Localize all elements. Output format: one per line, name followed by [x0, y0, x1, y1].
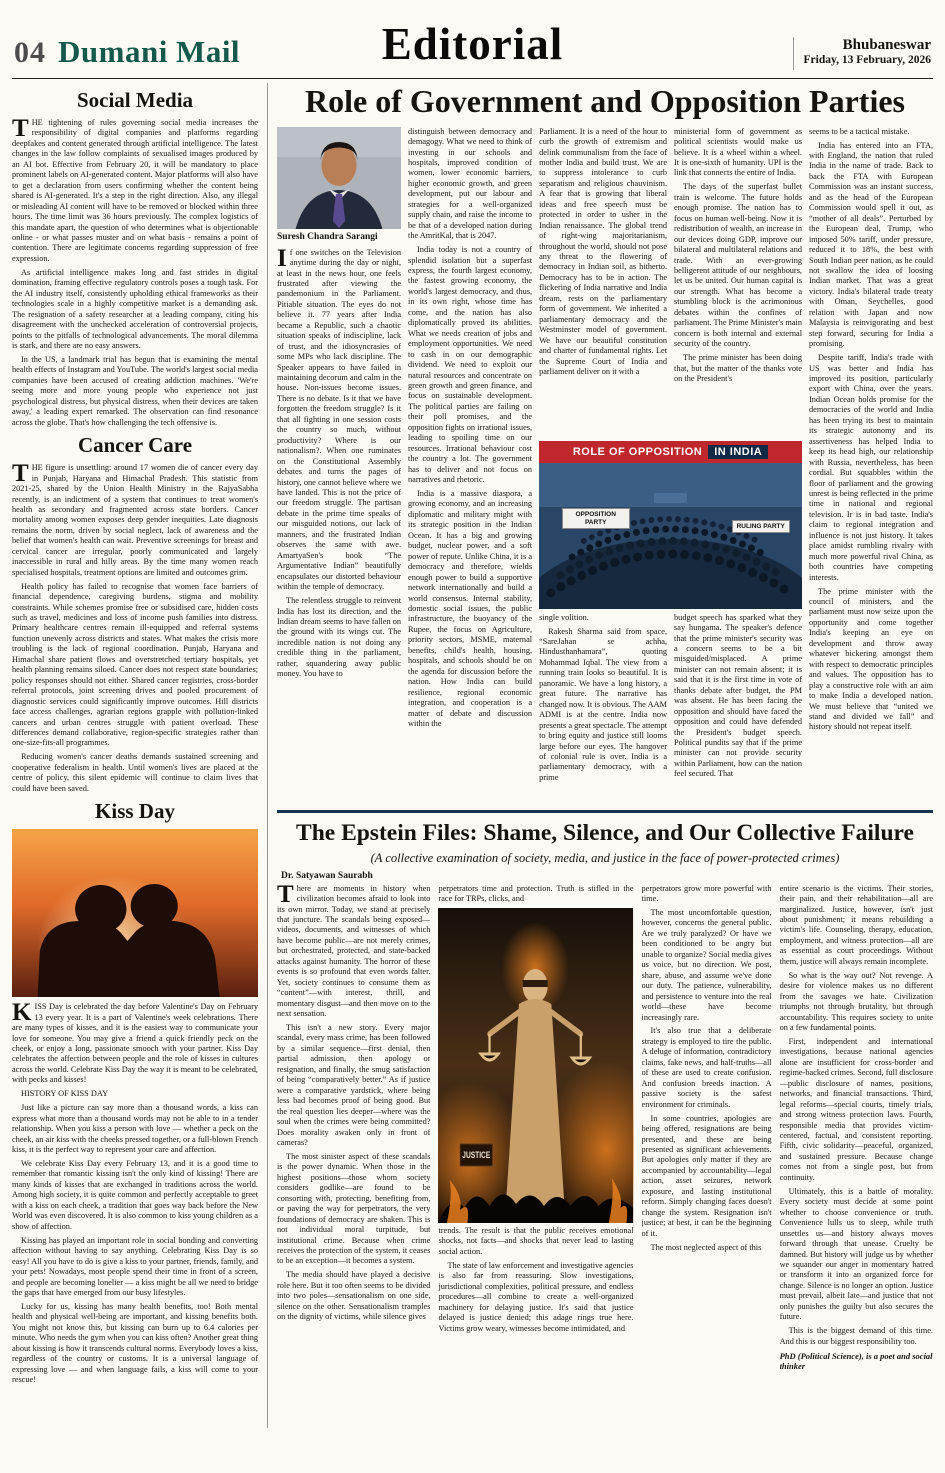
paragraph: THE tightening of rules governing social media increases the responsibility of digital companies and platforms regarding deepfakes and content generated through artificial intelligence. The latest changes in the law follow complaints of sexualised images produced by an AI bot. Effective from February 20, it will be mandatory to place prominent labels on AI-generated content. Major platforms will also have to get a declaration from users confirming whether the content being shared is AI-generated. It's a step in the right direction. Also, any illegal or misleading AI content will have to be removed or blocked within three hours. The time limit was 36 hours previously. The complex logistics of this mandate apart, the question of who determines what is objectionable online - or what passes muster and on what basis - remains a point of contention. There are legitimate concerns regarding suppression of free expression. [12, 115, 258, 263]
paragraph: The prime minister has been doing that, but the matter of the thanks vote on the President's [674, 353, 802, 384]
main-article-headline: Role of Government and Opposition Parties [305, 83, 905, 119]
main-article-columns [277, 127, 933, 803]
paragraph: This is the biggest demand of this time. And this is our biggest responsibility too. [779, 1326, 933, 1346]
paragraph: Reducing women's cancer deaths demands sustained screening and cooperative federalism in health. Until women's lives are placed at the centre of policy, this silent epidemic will continue to claim lives that could have been saved. [12, 752, 258, 793]
edition-city: Bhubaneswar [842, 37, 931, 53]
article-kiss-day [12, 799, 258, 1385]
paragraph: The media should have played a decisive role here. But it too often seems to be divided into two poles—sensationalism on one side, silence on the other. Sensationalism tramples on the dignity of victims, while silence gives [277, 1270, 431, 1322]
epstein-author: Dr. Satyawan Saurabh [281, 870, 373, 881]
photo-label-ruling [733, 521, 789, 532]
sunset-kiss-illustration [12, 829, 258, 997]
article-body [277, 244, 402, 680]
columns-below-image [539, 613, 802, 803]
epstein-col-3 [642, 884, 772, 1392]
author-credential-note: PhD (Political Science), is a poet and social thinker [779, 1350, 933, 1371]
paragraph: As artificial intelligence makes long and fast strides in digital domination, framing effective regulatory controls poses a tough task. For the AI industry itself, consistently upholding ethical frameworks as their technologies scale in a highly competitive market is a demanding ask. The resignation of a safety researcher at a leading company, citing his disagreement with the unchecked acceleration of controversial projects, points to the pitfalls of technological advancements. The moral dilemma is stark, and there are no easy answers. [12, 267, 258, 351]
paragraph: perpetrators grow more powerful with time. [641, 883, 772, 904]
paragraph: In some countries, apologies are being offered, resignations are being presented, and these are being presented as significant achievements. But apologies only matter if they are accompanied by accountability—legal action, asset seizures, network exposure, and lasting institutional reform. Simply changing faces doesn't change the system. Resignation isn't justice; at best, it can be the beginning of it. [641, 1113, 772, 1238]
paragraph: Rakesh Sharma said from space, “SareJahan se achha, Hindusthanhamara”, quoting Mohammad Iqbal. The view from a running train looks so beautiful. It is panoramic. We have a long history, a great future. The narrative has changed now. It is obvious. The AAM ADMI is at the centre. India now presents a great spectacle. The attempt to bring equity and justice still looms large before our eyes. The hangover of colonial rule is over. India is a parliamentary democracy, with a prime [539, 626, 668, 782]
columns-above-image [539, 127, 802, 437]
paragraph: perpetrators time and protection. Truth is stifled in the race for TRPs, clicks, and [438, 883, 634, 904]
article-body [780, 884, 933, 1347]
paragraph: budget speech has sparked what they say hungama. The speaker's defence that the prime minister's security was a concern seems to be a bit misguided/misplaced. A prime minister can not remain absent; it is said that it is the first time in vote of thanks debate after budget, the PM was absent. He has been facing the opposition and should have faced the opposition and could have defended the President's budget speech. Political pundits say that if the prime minister can not provide security within Parliament, how can the nation feel secured. That [674, 612, 802, 779]
paragraph: ministerial form of government as political scientists would make us believe. It is a wheel within a wheel. It is one-sixth of humanity. UPI is the link that connects the entire of India. [674, 126, 802, 178]
epstein-col-1 [277, 884, 430, 1392]
article-body [12, 460, 258, 794]
paragraph: single volition. [539, 612, 589, 622]
epstein-headline: The Epstein Files: Shame, Silence, and Our Collective Failure [296, 819, 914, 846]
main-column [268, 83, 933, 1428]
page-content [12, 83, 933, 1428]
main-col-5 [809, 127, 933, 803]
paragraph: So what is the way out? Not revenge. A desire for violence makes us no different from the savages we hate. Civilization triumphs not through brutality, but through accountability. This requires society to unite on a few fundamental points. [779, 970, 933, 1032]
paragraph: India is a massive diaspora, a growing economy, and an increasing diplomatic and military might with its strategic position in the Indian Ocean. It has a big and growing budget, nuclear power, and a soft power of repute. Unlike China, it is a democracy and therefore, wields enough power to build a supportive network internationally and build a world consensus. Internal stability, domestic social issues, the public infrastructure, the buoyancy of the Rupee, the focus on Agriculture, priority sectors, MSME, maternal benefits, child's health, housing, hospitals, and schools should be on the agenda for discussion before the nation. How India can build resilience, regional economic integration, and cooperation is a matter of debate and discussion within the [408, 489, 533, 728]
paragraph: Ultimately, this is a battle of morality. Every society must decide at some point whether to choose convenience or truth. Convenience lulls us to sleep, while truth unsettles us—and history always moves forward through that unease. Cruelty be damned. But history will judge us by whether we squander our anger in momentary hatred or transform it into an organized force for change. Silence is no longer an option. Justice must prevail, albeit late—and justice that not only punishes the guilty but also secures the future. [779, 1186, 933, 1322]
paragraph: Just like a picture can say more than a thousand words, a kiss can express what more than a thousand words may not be able to in a tender relationship. When you kiss a person with love — whether a peck on the cheek, an air kiss with the cheeks pressed together, or a full-blown French kiss, it is the perfect way to represent your care and affection. [12, 1103, 258, 1155]
photo-label-opposition [563, 509, 629, 528]
paragraph: The most sinister aspect of these scandals is the power dynamic. When those in the highest positions—those whom society considers godlike—are found to be consorting with, protecting, benefiting from, or paving the way for perpetrators, the very foundations of democracy are shaken. This is not individual moral turpitude, but institutional crime. Because when crime receives the protection of the system, it ceases to be an exception—it becomes a system. [277, 1151, 431, 1266]
paragraph: If one switches on the Television anytime during the day or night, at least in the news hour, one feels frustrated after viewing the pandemonium in the Parliament. Pitiable situation. The eyes do not believe it. 77 years after India became a Republic, such a chaotic situation speaks of indiscipline, lack of trust, and the idiosyncrasies of some MPs who lack discipline. The Speaker appears to have failed in maintaining decorum and calm in the house. Non-issues become issues. There is no debate. Is it that we have forgotten the freedom struggle? Is it that all fighting in one session costs the country so much, without productivity? Where is our nationalism?. When one ruminates on the Constitutional Assembly debates and turns the pages of history, one cannot believe where we have landed. This is not the price of our freedom struggle. The partisan debate in the prime time speaks of our misguided notions, our lack of manners, and the frustrated Indian observes the same with awe. AmartyaSen's book “The Argumentative Indian” beautifully encapsulates our distorted behaviour within the temple of democracy. [277, 244, 402, 592]
label-text: RULING PARTY [736, 522, 785, 530]
article-body [809, 127, 933, 733]
kiss-day-photo [12, 829, 258, 997]
paragraph: The state of law enforcement and investigative agencies is also far from reassuring. Slow investigations, jurisdictional complexities, political pressure, and endless procedures—all combine to create a well-organized machinery for delaying justice. It's said that justice delayed is justice denied; this adage rings true here. Victims grow weary, witnesses become intimidated, and [438, 1260, 634, 1333]
article-epstein [277, 818, 933, 1392]
paragraph: First, independent and international investigations, because national agencies alone are insufficient for cross-border and regime-backed crimes. Second, full disclosure—public disclosure of names, positions, networks, and financial transactions. Third, legal reforms—special courts, timely trials, and strong witness protection laws. Fourth, responsible media that provides victim-centered, factual, and consistent reporting. Fifth, civic solidarity—peaceful, organized, and sustained pressure. Because change comes not from a single post, but from continuity. [779, 1036, 933, 1182]
masthead-center [382, 18, 564, 70]
article-body [539, 127, 667, 437]
main-col-1 [277, 127, 401, 803]
opposition-parliament-photo [539, 441, 802, 609]
article-title: Kiss Day [95, 799, 175, 824]
article-cancer-care [12, 433, 258, 794]
paragraph: The most uncomfortable question, however, concerns the general public. Are we truly paralyzed? Or have we been conditioned to be angry but unable to organize? Social media gives us voice, but no direction. We post, share, abuse, and assume we've done our duty. The patience, vulnerability, and persistence to venture into the real world—these have become increasingly rare. [641, 908, 772, 1022]
paragraph: Despite tariff, India's trade with US was better and India has improved its position, particularly export with China, over the years. Indian Ocean holds promise for the democracies of the world and India has been trying its best to maintain its strategic autonomy and its assertiveness has helped India to keep its head high, our relationship with Russia, nevertheless, has been cordial. But squabbles within the floor of parliament and the growing unrest is being reflected in the prime time in national and regional television. Ir is in bad taste. India's claim to regional integration and influence is not just history. It takes place amidst rumbling rivalry with much more powerful rival China, as both countries have competing interests. [809, 353, 933, 582]
paragraph: trends. The result is that the public receives emotional shocks, not facts—and shocks that never lead to lasting social action. [438, 1226, 634, 1256]
article-title: Cancer Care [77, 433, 193, 458]
paragraph: entire scenario is the victims. Their stories, their pain, and their rehabilitation—all are marginalized. Justice, however, isn't just about punishment; it means rebuilding a victim's life. Counseling, therapy, education, employment, and witness protection—all are as essential as court proceedings. Without them, justice will always remain incomplete. [779, 883, 933, 966]
paragraph: distinguish between democracy and demagogy. What we need to think of investing in our schools and hospitals, improved condition of women, lower economic barriers, higher economic growth, and green development, put our labour and strategies for a well-organized supply chain, and raise the income to be that of a developed nation during the AmritKal, that is 2047. [408, 126, 533, 241]
label-text: OPPOSITION PARTY [575, 511, 616, 526]
paragraph: We celebrate Kiss Day every February 13, and it is a good time to remember that romantic kissing isn't the only kind of kissing! There are many kinds of kisses that are exchanged in traditions across the world. Among high society, it is quite common and perfectly acceptable to greet with a kiss on each cheek, a tradition that goes way back before the New World was even discovered. It is also common to kiss young children as a show of affection. [12, 1159, 258, 1231]
banner-text: ROLE OF OPPOSITION [572, 445, 703, 458]
author-photo [277, 127, 401, 229]
banner-text-highlight: IN INDIA [708, 445, 768, 459]
masthead-left [14, 34, 382, 70]
paragraph: Lucky for us, kissing has many health benefits, too! Both mental health and physical well-being are important, and kissing benefits both. You might not know this, but kissing can burn up to 6.4 calories per minute. Who needs the gym when you can kiss often? Another great thing about kissing is how it transcends cultural norms. Everybody loves a kiss, regardless of the country or customs. It is a universal language of expressing love — and when language fails, a kiss will come to your rescue! [12, 1301, 258, 1385]
article-title: Social Media [76, 88, 194, 112]
article-body [438, 884, 633, 905]
epstein-illustration [438, 908, 633, 1223]
paragraph: seems to be a tactical mistake. [809, 126, 910, 136]
article-body [674, 127, 802, 437]
paragraph: The relentless struggle to reinvent India has lost its direction, and the Indian dream seems to have fallen on the ground with its wings cut. The incredible nation is not doing any credible thing in the parliament, rather, squandering away public money. You have to [277, 596, 402, 679]
section-title: Editorial [381, 19, 564, 69]
epstein-subtitle: (A collective examination of society, media, and justice in the face of power-protected crimes) [370, 850, 840, 865]
author-name: Suresh Chandra Sarangi [277, 231, 378, 242]
paragraph: India has entered into an FTA, with England, the nation that ruled India in the name of trade. Back to back the FTA with European Commission was an instant success, and as the head of the European Commission would spell it out, as “mother of all deals”. Perturbed by the European deal, Trump, who imposed 50% tariff, under pressure, reduced it to 18%, the best with South Indian peer nation, as he could not swallow the idea of loosing Indian market. That was a great victory. India's bilateral trade treaty with Oman, Seychelles, good relation with Japan and now Malaysia is reinvigorating and best step forward, securing for India a promising. [809, 140, 933, 349]
article-body [674, 613, 802, 803]
paragraph: THE figure is unsettling: around 17 women die of cancer every day in Punjab, Haryana and Himachal Pradesh. This statistic from 2021-25, shared by the Union Health Ministry in the RajyaSabha recently, is an indictment of a system that continues to treat women's health as secondary and fragmented across state borders. Cancer mortality among women exposes deep gender inequities. Late diagnosis remains the norm, driven by social neglect, lack of awareness and the belief that women's health can wait. Preventive screenings for breast and cervical cancer are irregular, poorly communicated and largely inaccessible in rural and hilly areas. By the time many women reach specialised hospitals, treatment options are limited and outcomes grim. [12, 460, 258, 577]
epstein-col-2 [438, 884, 633, 1392]
article-body [12, 999, 258, 1385]
paragraph: HISTORY OF KISS DAY [21, 1089, 109, 1099]
paragraph: The days of the superfast bullet train is welcome. The future holds enough promise. The nation has to focus on human well-being. Now it is redistribution of wealth, an increase in our devices doing GDP, improve our bilateral and multilateral relations and trade. With an ever-growing belligerent attitude of our neighbours, let us be united. Our human capital is our strength. What has become a stumbling block is the acrimonious debates within the confines of parliament. The Prime Minister's main concern is both internal and external security of the country. [674, 182, 802, 349]
photo-banner [539, 441, 802, 463]
paragraph: It's also true that a deliberate strategy is employed to tire the public. A deluge of information, contradictory claims, fake news, and half-truths—all of these are used to create confusion. And confusion breeds inaction. A passive society is the safest environment for criminals. [641, 1026, 772, 1109]
paragraph: Kissing has played an important role in social bonding and converting affection without having to say anything. Celebrating Kiss Day is so easy! All you have to do is give a kiss to your partner, friends, family, and your pets! Nowadays, most people spend their time in front of a screen, and people are becoming lonelier — a kiss might be all we need to bridge the gaps that have emerged from our busy lifestyles. [12, 1235, 258, 1297]
paragraph: In the US, a landmark trial has begun that is examining the mental health effects of Instagram and YouTube. The world's largest social media companies have been accused of creating addiction machines. 'We're seeing more and more young people who experience not just psychological distress, but physical distress, when their devices are taken away,' a leading expert remarked. The observation can find resonance across the globe. That's how challenging the tech offensive is. [12, 354, 258, 427]
parliament-illustration [539, 463, 802, 609]
article-body [438, 1226, 633, 1334]
main-col-2 [408, 127, 532, 803]
paragraph: The prime minister with the council of ministers, and the parliament must now seize upon the opportunity and come together India's keeping an eye on development and throw away whatever bickering amongst them with respect to democratic principles and values. The opposition has to play a constructive role with an aim to make India a developed nation. We must believe that “united we stand and divided we fall” and history should not repeat itself. [809, 586, 933, 732]
article-body [642, 884, 772, 1253]
paragraph: Health policy has failed to recognise that women face barriers of financial dependence, caregiving burdens, stigma and mobility constraints. While schemes promise free or subsidised care, hidden costs such as travel, medicines and loss of income push families into distress. Primary healthcare centres remain ill-equipped and referral systems function unevenly across districts and states. What makes the crisis more troubling is the lack of regional coordination. Punjab, Haryana and Himachal share patient flows and overstretched tertiary hospitals, yet health planning remains siloed. Cancer does not respect state boundaries; policy responses should not either. Shared cancer registries, cross-border referral protocols, joint screening drives and pooled procurement of diagnostic services could significantly improve outcomes. Hill districts face access challenges, agrarian regions grapple with pollution-linked cancers and urban centres struggle with patient overload. These differences demand collaborative, region-specific strategies rather than one-size-fits-all programmes. [12, 581, 258, 748]
newspaper-name: Dumani Mail [58, 34, 241, 69]
epstein-col-4 [780, 884, 933, 1392]
epstein-columns [277, 884, 933, 1392]
page-header [12, 6, 933, 79]
paragraph: KISS Day is celebrated the day before Valentine's Day on February 13 every year. It is a part of Valentine's week celebrations. There are many types of kisses, and it is the easiest way to communicate your love for someone. You may give a friend a quick friendly peck on the cheek, or enjoy a long, passionate smooch with your partner. Kiss Day celebrates the affection between people and the role of kisses in cultures across the world. Celebrate Kiss Day the way it is meant to be celebrated, with pecks and kisses! [12, 999, 258, 1085]
paragraph: This isn't a new story. Every major scandal, every mass crime, has been followed by a similar sequence—first denial, then partial admission, then apology or resignation, and finally, the smug satisfaction of being “comparatively better.” As if justice were a comparative yardstick, where being less bad becomes proof of being good. But the real question lies deeper—where was the soul when the crimes were being committed? Does morality awaken only in front of cameras? [277, 1022, 431, 1147]
article-social-media [12, 88, 258, 428]
left-column [12, 83, 268, 1428]
justice-illustration [438, 908, 633, 1223]
parliament-scene [539, 463, 802, 609]
article-body [12, 115, 258, 428]
author-portrait-illustration [277, 127, 401, 229]
edition-date: Friday, 13 February, 2026 [803, 54, 931, 66]
placard-text: JUSTICE [462, 1150, 491, 1161]
section-divider [277, 810, 933, 813]
article-body [277, 884, 430, 1323]
paragraph: The most neglected aspect of this [650, 1242, 762, 1252]
main-col-3-4 [539, 127, 802, 803]
paragraph: India today is not a country of splendid isolation but a superfast express, the fourth largest economy, the fastest growing economy, the world's largest democracy, and thus, in its own right, whose time has come, and the nation has also diplomatically proved its abilities. What we needs creation of jobs and employment opportunities. We need to cash in on our demographic dividend. We need to exploit our natural resources and concentrate on green growth and green finance, and focus on sustainable development. The political parties are failing on their poll promises, and the opposition fights on irrational issues, leading to spoiling time on our resources. Irrational behaviour cost the country a lot. The government has to deliver and not focus on narratives and rhetoric. [408, 245, 533, 485]
edition-info [793, 37, 931, 70]
paragraph: There are moments in history when civilization becomes afraid to look into its own mirror. Today, we stand at precisely that juncture. The scandals being exposed—videos, documents, and witnesses of which have become public—are not merely crimes, but orchestrated, protected, and state-backed attacks against humanity. The horror of these events is so profound that even words falter. Yet, society continues to consume them as “content”—with interest, thrill, and momentary disgust—and then move on to the next sensation. [277, 883, 431, 1019]
page-number: 04 [14, 36, 46, 69]
paragraph: Parliament. It is a need of the hour to curb the growth of extremism and delink communalism from the face of mother India and build trust. We are to suppress intolerance to curb separatism and religious chauvinism. A fear that is growing that liberal ideas and free speech must be protected in order to usher in the Indian renaissance. The global trend of right-wing majoritarianism, throughout the world, should not pose any threat to the flowering of democracy in Indian soil, as hitherto. Democracy has to be in action. The flickering of India narrative and India dream, rests on the parliamentary form of government. We inherited a parliamentary democracy and the Westminster model of government. We have our beautiful constitution and charter of fundamental rights. Let the Supreme Court of India and parliament deliver on it with a [539, 126, 668, 377]
article-body [408, 127, 532, 730]
article-body [539, 613, 667, 803]
